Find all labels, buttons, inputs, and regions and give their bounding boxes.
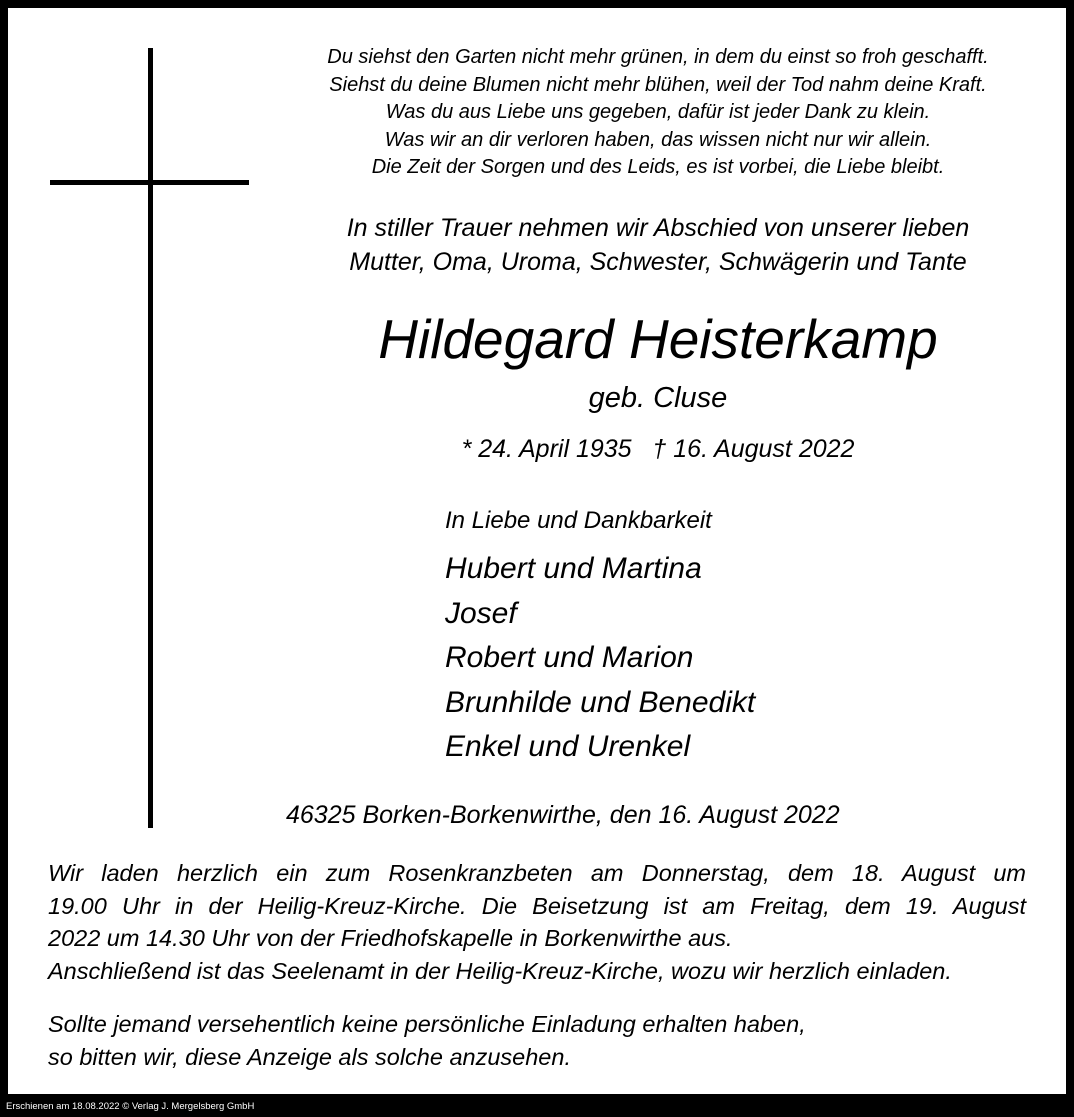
cross-horizontal-bar bbox=[50, 180, 249, 185]
gratitude-line: In Liebe und Dankbarkeit bbox=[445, 507, 712, 534]
cross-vertical-bar bbox=[148, 48, 153, 828]
deceased-name: Hildegard Heisterkamp bbox=[378, 308, 938, 370]
mourners-list bbox=[445, 547, 755, 770]
mourner: Robert und Marion bbox=[445, 641, 694, 674]
intro-line: Mutter, Oma, Uroma, Schwester, Schwägerin und Tante bbox=[349, 248, 967, 276]
note-line: Sollte jemand versehentlich keine persönliche Einladung erhalten haben, bbox=[48, 1011, 806, 1037]
life-dates: * 24. April 1935 † 16. August 2022 bbox=[461, 435, 855, 463]
invitation-line: 19.00 Uhr in der Heilig-Kreuz-Kirche. Die Beisetzung ist am Freitag, dem 19. August bbox=[48, 892, 1026, 919]
mourner: Enkel und Urenkel bbox=[445, 730, 691, 763]
place-and-date: 46325 Borken-Borkenwirthe, den 16. August 2022 bbox=[286, 801, 840, 829]
poem-line: Du siehst den Garten nicht mehr grünen, in dem du einst so froh geschafft. bbox=[327, 46, 989, 68]
poem-line: Die Zeit der Sorgen und des Leids, es ist vorbei, die Liebe bleibt. bbox=[371, 156, 945, 178]
mourner: Brunhilde und Benedikt bbox=[445, 685, 756, 719]
mourner: Hubert und Martina bbox=[445, 552, 702, 585]
birth-name: geb. Cluse bbox=[588, 382, 728, 414]
note-line: so bitten wir, diese Anzeige als solche anzusehen. bbox=[48, 1043, 571, 1070]
invitation-line: Wir laden herzlich ein zum Rosenkranzbeten am Donnerstag, dem 18. August um bbox=[48, 860, 1026, 886]
invitation-note bbox=[48, 1008, 806, 1073]
poem-line: Was wir an dir verloren haben, das wissen nicht nur wir allein. bbox=[384, 128, 932, 151]
obituary-notice bbox=[8, 8, 1066, 1094]
invitation-line: Anschließend ist das Seelenamt in der Heilig-Kreuz-Kirche, wozu wir herzlich einladen. bbox=[48, 957, 952, 984]
poem-line: Siehst du deine Blumen nicht mehr blühen, weil der Tod nahm deine Kraft. bbox=[329, 73, 987, 96]
poem-line: Was du aus Liebe uns gegeben, dafür ist jeder Dank zu klein. bbox=[385, 101, 931, 123]
mourner: Josef bbox=[445, 596, 517, 630]
publication-footer: Erschienen am 18.08.2022 © Verlag J. Mergelsberg GmbH bbox=[6, 1101, 255, 1112]
invitation-line: 2022 um 14.30 Uhr von der Friedhofskapelle in Borkenwirthe aus. bbox=[48, 925, 733, 951]
intro-line: In stiller Trauer nehmen wir Abschied von unserer lieben bbox=[346, 214, 970, 242]
poem bbox=[258, 44, 1058, 182]
intro-text bbox=[258, 211, 1058, 279]
invitation-paragraph bbox=[48, 857, 1026, 987]
